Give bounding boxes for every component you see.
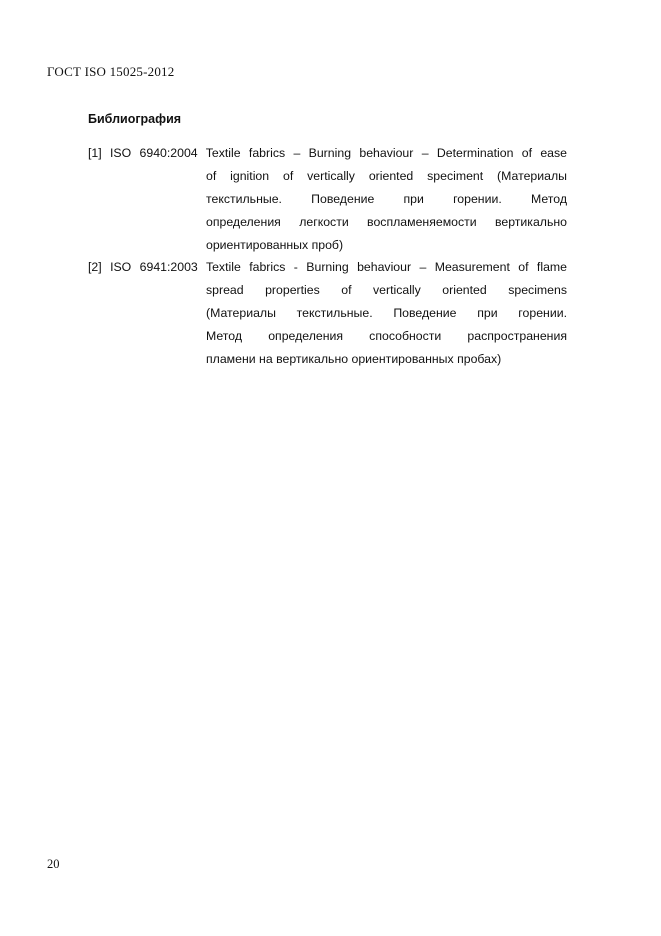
- bibliography-entry-line: [1] ISO 6940:2004 Textile fabrics – Burning behaviour – Determination of ease: [88, 146, 567, 160]
- page-number: 20: [47, 857, 60, 871]
- bibliography-entry-continuation: [206, 279, 567, 371]
- bibliography-entry: [88, 256, 567, 371]
- bibliography-entry-line: [2] ISO 6941:2003 Textile fabrics - Burning behaviour – Measurement of flame: [88, 260, 567, 274]
- bibliography-entry-line: определения легкости воспламеняемости вертикально: [206, 215, 567, 229]
- bibliography-entry-line: Метод определения способности распространения: [206, 329, 567, 343]
- bibliography-entry-continuation: [206, 165, 567, 257]
- document-header-code: ГОСТ ISO 15025-2012: [47, 64, 175, 79]
- bibliography-heading: Библиография: [88, 112, 182, 126]
- bibliography-entry-line: ориентированных проб): [206, 238, 344, 252]
- bibliography-entry-line: of ignition of vertically oriented speciment (Материалы: [206, 169, 567, 183]
- bibliography-entry-line: пламени на вертикально ориентированных пробах): [206, 352, 502, 366]
- bibliography-entry-line: spread properties of vertically oriented specimens: [206, 283, 567, 297]
- bibliography-entry-line: текстильные. Поведение при горении. Метод: [206, 192, 567, 206]
- bibliography-entry: [88, 142, 567, 257]
- bibliography-entry-line: (Материалы текстильные. Поведение при горении.: [206, 306, 567, 320]
